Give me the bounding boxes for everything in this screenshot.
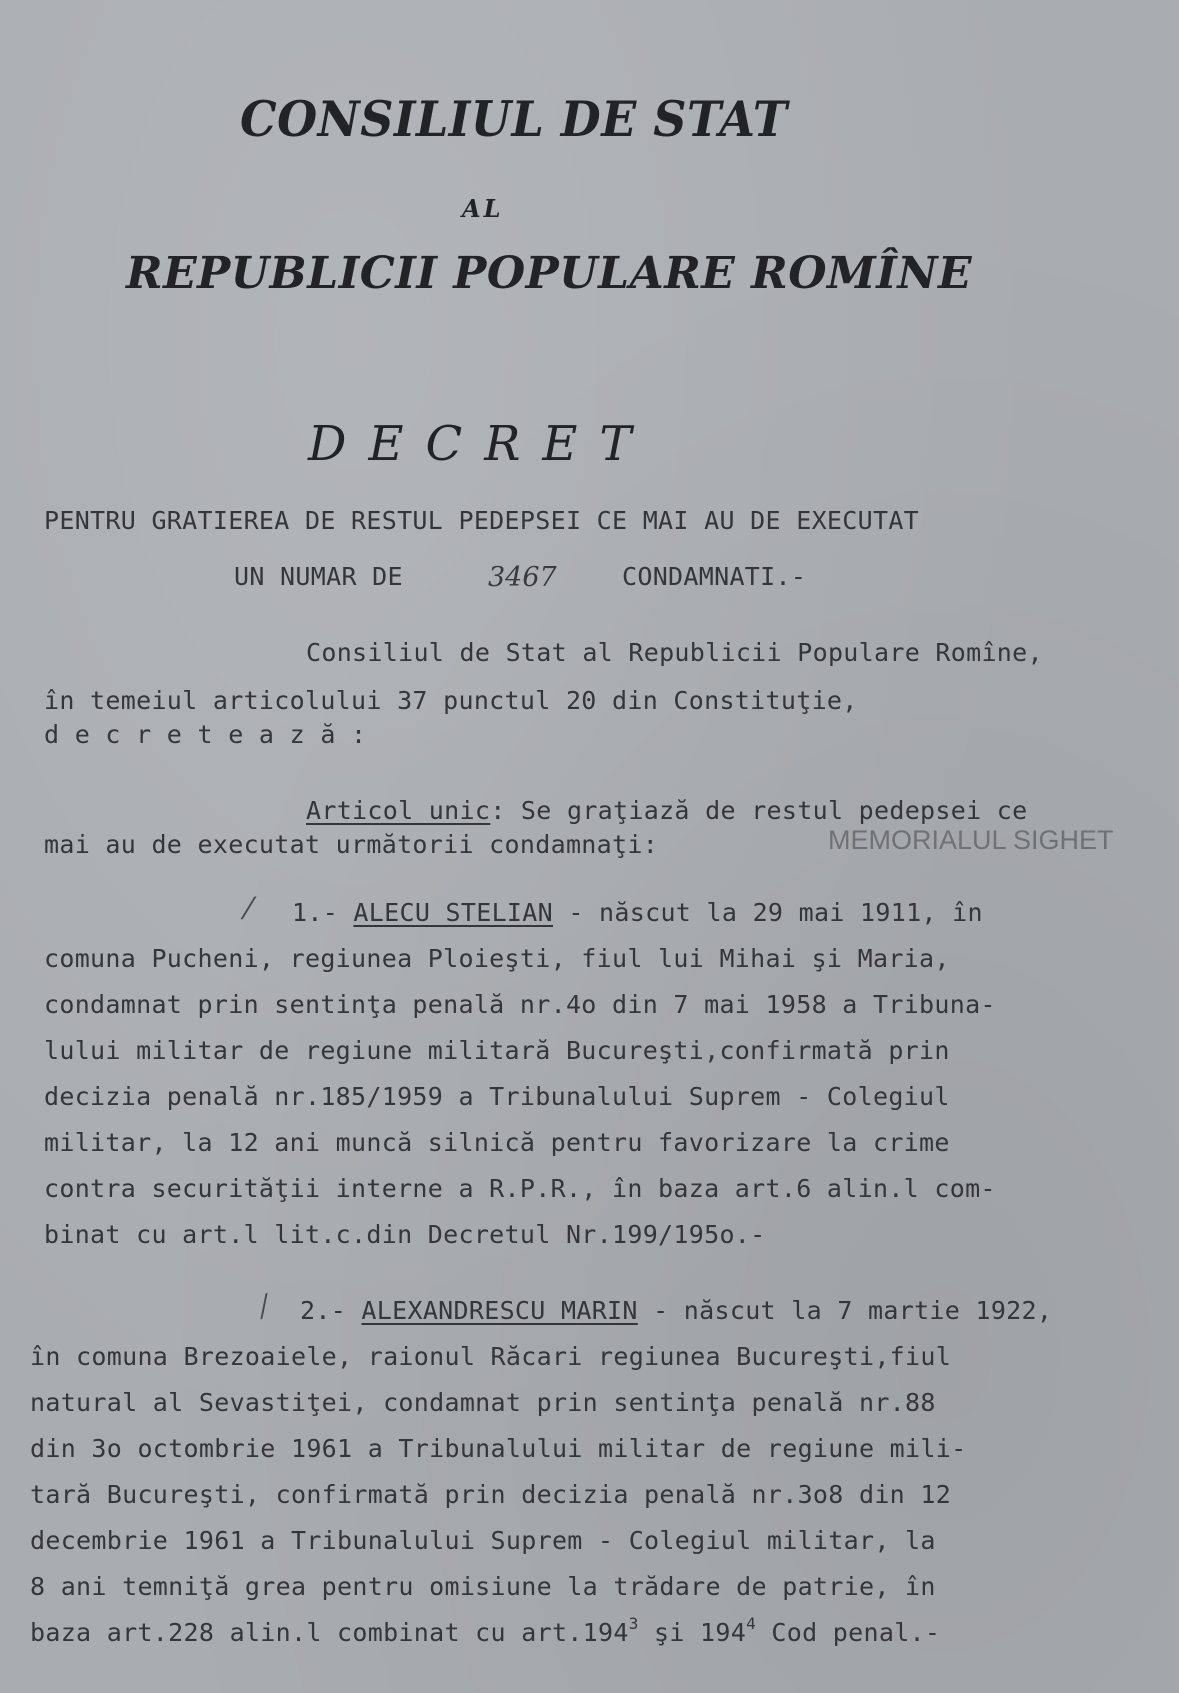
entry-line-1-rest: - născut la 7 martie 1922,	[637, 1296, 1053, 1325]
entry-2-line-5: tară Bucureşti, confirmată prin decizia penală nr.3o8 din 12	[30, 1480, 952, 1509]
intro-line-3: d e c r e t e a z ă :	[44, 720, 367, 749]
entry-1-line-7: contra securităţii interne a R.P.R., în baza art.6 alin.l com-	[44, 1174, 996, 1203]
article-line-1	[306, 796, 1028, 825]
entry-2-line-8	[30, 1614, 941, 1647]
entry-line-1-rest: - născut la 29 mai 1911, în	[553, 898, 983, 927]
superscript-1: 3	[628, 1614, 639, 1633]
entry-number: 2.-	[300, 1296, 347, 1325]
entry-1-line-5: decizia penală nr.185/1959 a Tribunalului Suprem - Colegiul	[44, 1082, 950, 1111]
entry-2-line-6: decembrie 1961 a Tribunalului Suprem - Colegiul militar, la	[30, 1526, 936, 1555]
header-council: CONSILIUL DE STAT	[240, 90, 788, 148]
entry-2-line-4: din 3o octombrie 1961 a Tribunalului militar de regiune mili-	[30, 1434, 967, 1463]
article-line-1-rest: : Se graţiază de restul pedepsei ce	[490, 796, 1028, 825]
entry-1-line-2: comuna Pucheni, regiunea Ploieşti, fiul lui Mihai şi Maria,	[44, 944, 950, 973]
condemned-count: 3467	[488, 562, 557, 593]
intro-line-1: Consiliul de Stat al Republicii Populare Romîne,	[306, 638, 1043, 667]
entry-1-line-1	[292, 898, 983, 927]
subtitle-line-2b: CONDAMNATI.-	[622, 562, 807, 591]
decree-title: DECRET	[308, 416, 654, 472]
entry-1-line-8: binat cu art.l lit.c.din Decretul Nr.199/195o.-	[44, 1220, 766, 1249]
intro-line-2: în temeiul articolului 37 punctul 20 din Constituţie,	[44, 686, 858, 715]
entry-2-line-8-c: Cod penal.-	[756, 1618, 941, 1647]
entry-name: ALEXANDRESCU MARIN	[361, 1296, 638, 1325]
superscript-2: 4	[746, 1614, 757, 1633]
header-al: AL	[462, 194, 504, 223]
entry-2-line-1	[300, 1296, 1052, 1325]
handwritten-check-mark: ⁄	[246, 892, 252, 927]
entry-number: 1.-	[292, 898, 339, 927]
entry-2-line-7: 8 ani temniţă grea pentru omisiune la trădare de patrie, în	[30, 1572, 936, 1601]
entry-1-line-3: condamnat prin sentinţa penală nr.4o din 7 mai 1958 a Tribuna-	[44, 990, 996, 1019]
entry-2-line-2: în comuna Brezoaiele, raionul Răcari regiunea Bucureşti,fiul	[30, 1342, 952, 1371]
entry-2-line-3: natural al Sevastiţei, condamnat prin sentinţa penală nr.88	[30, 1388, 936, 1417]
article-line-2: mai au de executat următorii condamnaţi:	[44, 830, 659, 859]
header-republic: REPUBLICII POPULARE ROMÎNE	[126, 248, 973, 299]
entry-2-line-8-b: şi 194	[638, 1618, 747, 1647]
handwritten-check-mark: ⁄	[256, 1290, 273, 1325]
entry-name: ALECU STELIAN	[353, 898, 553, 927]
article-label: Articol unic	[306, 796, 491, 825]
subtitle-line-2a: UN NUMAR DE	[234, 562, 403, 591]
watermark: MEMORIALUL SIGHET	[828, 825, 1114, 855]
subtitle-line-1: PENTRU GRATIEREA DE RESTUL PEDEPSEI CE MAI AU DE EXECUTAT	[44, 506, 920, 535]
entry-2-line-8-a: baza art.228 alin.l combinat cu art.194	[30, 1618, 629, 1647]
entry-1-line-4: lului militar de regiune militară Bucureşti,confirmată prin	[44, 1036, 950, 1065]
entry-1-line-6: militar, la 12 ani muncă silnică pentru favorizare la crime	[44, 1128, 950, 1157]
